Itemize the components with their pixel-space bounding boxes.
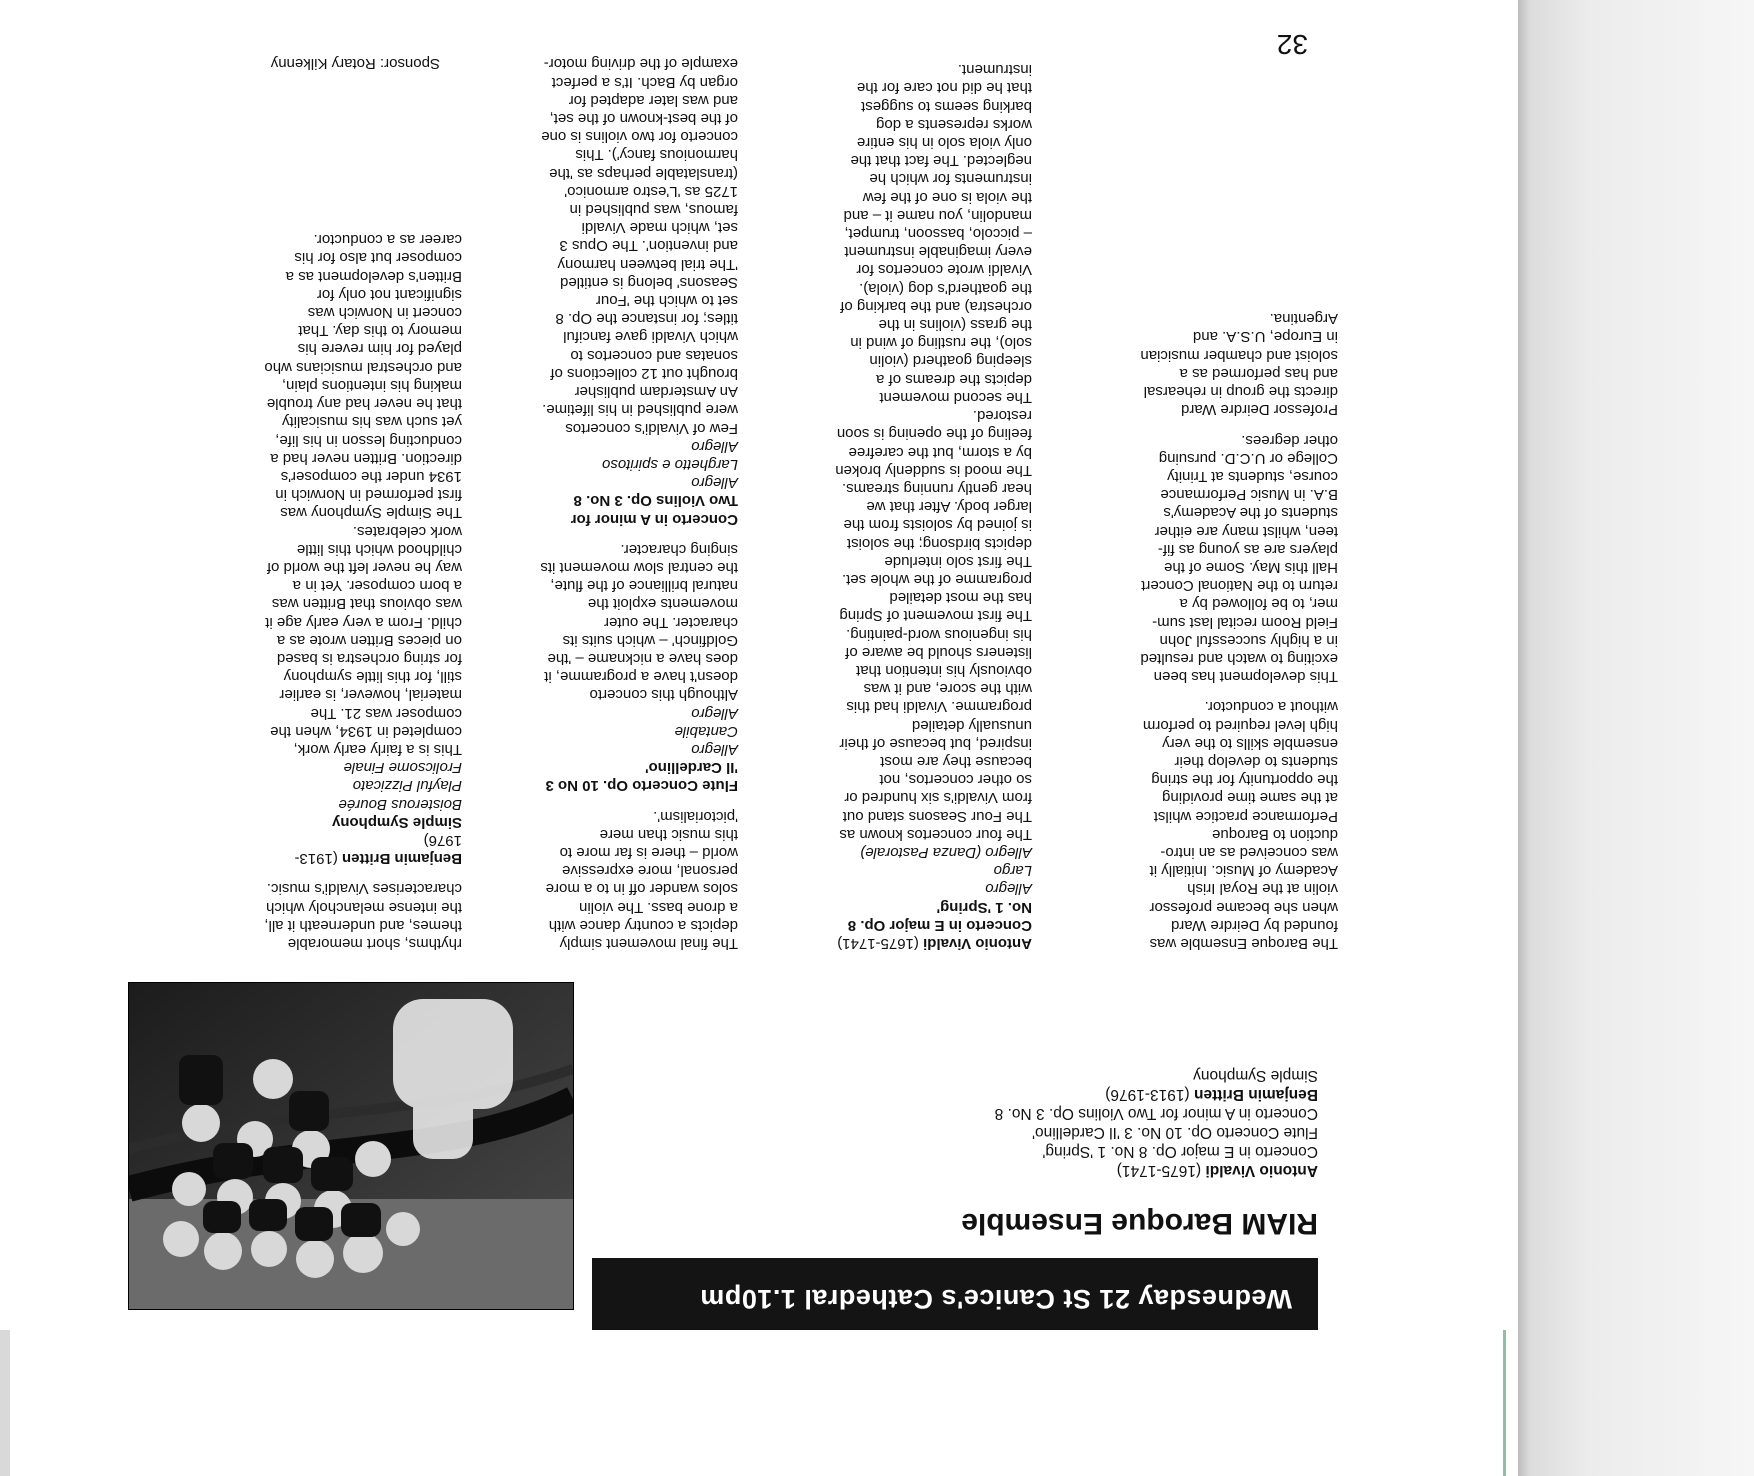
text-line: is joined by soloists from the (843, 516, 1032, 534)
text-line: 1725 as 'L'estro armonico' (564, 182, 738, 200)
scanner-shadow (1518, 0, 1754, 1476)
text-line (1140, 685, 1338, 697)
work-heading: Two Violins Op. 3 No. 8 (573, 492, 738, 510)
text-line: and orchestral musicians who (264, 358, 462, 376)
text-line: obviously his intention that (856, 661, 1032, 679)
composer-dates: 1976) (423, 831, 462, 849)
text-line: 'pictorialism'. (653, 807, 738, 825)
movement: Largo (993, 862, 1032, 880)
text-line: themes, and underneath it all, (264, 916, 462, 934)
text-line: This development has been (1153, 668, 1338, 686)
text-line: and has performed as a (1179, 364, 1338, 382)
text-line: does have a nickname – 'the (547, 649, 738, 667)
text-line: organ by Bach. It's a perfect (551, 73, 738, 91)
text-line: characterises Vivaldi's music. (266, 880, 462, 898)
text-line: restored. (972, 407, 1032, 425)
text-line: This is a fairly early work, (293, 740, 462, 758)
text-line: sonatas and concertos to (570, 346, 738, 364)
text-line: the intense melancholy which (266, 898, 462, 916)
text-line: mer, to be followed by a (1179, 595, 1338, 613)
text-line: in Europe, U.S.A. and (1192, 328, 1338, 346)
text-line: work celebrates. (352, 522, 462, 540)
text-line: of the best-known of the set, (549, 110, 738, 128)
text-line: concert in Norwich was (307, 304, 462, 322)
text-line: The Baroque Ensemble was (1149, 935, 1338, 952)
text-line: players are as young as fif- (1157, 540, 1338, 558)
text-line: The final movement simply (559, 935, 738, 952)
work-heading: No. 1 'Spring' (936, 898, 1032, 916)
text-line: teen, whilst many are either (1154, 522, 1338, 540)
movement: Frolicsome Finale (343, 759, 462, 777)
text-line: the goatherd's dog (viola). (859, 279, 1032, 297)
text-line: listeners should be aware of (845, 643, 1032, 661)
movement: Allegro (985, 880, 1032, 898)
text-line: hear gently running streams. (841, 479, 1032, 497)
ensemble-photo-image (129, 983, 573, 1309)
text-line: College or U.C.D. pursuing (1158, 449, 1338, 467)
text-line: duction to Baroque (1212, 825, 1338, 843)
text-line: Hall this May. Some of the (1164, 558, 1338, 576)
text-line: only viola solo in his entire (856, 134, 1032, 152)
text-line: his ingenious word-painting. (846, 625, 1032, 643)
ensemble-photo (128, 982, 574, 1310)
text-line: making his intentions plain, (281, 376, 462, 394)
two-violins-notes (540, 54, 738, 436)
text-line: first performed in Norwich in (275, 486, 462, 504)
programme-item: Flute Concerto Op. 10 No. 3 'Il Cardellino' (1032, 1124, 1318, 1141)
text-line: course, students at Trinity (1167, 467, 1338, 485)
text-line: unusually detailed (911, 716, 1032, 734)
text-line: 'The trial between harmony (557, 255, 738, 273)
text-line: that he did not care for the (856, 79, 1032, 97)
text-line: The first solo interlude (884, 552, 1032, 570)
text-line: without a conductor. (1204, 698, 1338, 716)
work-heading: 'Il Cardellino' (645, 759, 738, 777)
text-line: solos wander off in to a more (545, 880, 738, 898)
text-line: a born composer. Yet in a (292, 577, 462, 595)
text-line: Britten's development as a (285, 267, 462, 285)
text-line: high level required to perform (1142, 716, 1338, 734)
spring-notes-continued (540, 806, 738, 952)
text-line: by a storm, but the carefree (848, 443, 1032, 461)
programme-item: Concerto in E major Op. 8 No. 1 'Spring' (1042, 1143, 1318, 1160)
text-line: still, for this little symphony (283, 668, 462, 686)
text-line: students to develop their (1174, 752, 1338, 770)
text-line: rhythms, short memorable (287, 935, 462, 952)
text-line: world – there is far more to (559, 843, 738, 861)
text-line: Performance practice whilst (1153, 807, 1338, 825)
text-line: direction. Britten never had a (270, 449, 462, 467)
flute-notes (540, 540, 738, 704)
text-line: The mood is suddenly broken (835, 461, 1032, 479)
text-line: famous, was published in (569, 201, 738, 219)
text-line: were published in his lifetime. (542, 401, 738, 419)
text-column-ensemble (1140, 309, 1338, 952)
text-line: way he never left the world of (266, 558, 462, 576)
text-line: soloist and chamber musician (1140, 346, 1338, 364)
text-line: Seasons' belong is entitled (560, 273, 738, 291)
text-line: Few of Vivaldi's concertos (565, 419, 738, 437)
text-line: and was later adapted for (568, 91, 738, 109)
text-line: ensemble skills to the very (1162, 734, 1338, 752)
text-line: was conceived as an intro- (1160, 843, 1338, 861)
text-line: The first movement of Spring (839, 607, 1032, 625)
britten-notes (264, 230, 462, 758)
text-line: this music than mere (599, 825, 738, 843)
movement: Playful Pizzicato (352, 777, 462, 795)
text-line: An Amsterdam publisher (574, 383, 738, 401)
text-line: founded by Deirdre Ward (1170, 916, 1338, 934)
text-line: return to the National Concert (1141, 577, 1338, 595)
sponsor-credit: Sponsor: Rotary Kilkenny (270, 55, 440, 72)
text-line: Although this concerto (589, 686, 738, 704)
composer-heading: Benjamin Britten (1913- (294, 850, 462, 868)
programme-composer-vivaldi: Antonio Vivaldi (1675-1741) (1116, 1162, 1318, 1179)
programme-item: Concerto in A minor for Two Violins Op. 3 No. 8 (994, 1105, 1318, 1122)
movement: Cantabile (674, 722, 738, 740)
text-line: the grass (violins in the (878, 316, 1032, 334)
text-line: Professor Deirdre Ward (1181, 401, 1338, 419)
text-line: which Vivaldi gave fanciful (563, 328, 738, 346)
ensemble-title: RIAM Baroque Ensemble (961, 1207, 1318, 1240)
text-line: character. The outer (604, 613, 738, 631)
text-line: (translatable perhaps as 'the (549, 164, 738, 182)
text-line: so other concertos, not (879, 771, 1032, 789)
text-line: Field Room recital last sum- (1152, 613, 1338, 631)
text-line: a drone bass. The violin (579, 898, 738, 916)
text-line: other degrees. (1241, 431, 1338, 449)
text-line: solo), the rustling of wind in (850, 334, 1032, 352)
text-line: 1934 under the composer's (280, 467, 462, 485)
text-line: natural brilliance of the flute, (550, 577, 738, 595)
text-line: was obvious that Britten was (271, 595, 462, 613)
text-line: brought out 12 collections of (550, 364, 738, 382)
text-line: childhood which this little (296, 540, 462, 558)
text-line: instruments for which he (869, 170, 1032, 188)
text-line: example of the driving motor- (543, 55, 738, 73)
text-line: The Four Seasons stand out (842, 807, 1032, 825)
text-line: significant not only for (316, 285, 462, 303)
text-line: career as a conductor. (313, 231, 462, 249)
movement: Allegro (691, 474, 738, 492)
text-column-vivaldi-concertos (540, 54, 738, 952)
text-line: because they are most (880, 752, 1032, 770)
text-line: that he never had any trouble (266, 395, 462, 413)
text-line: B.A. in Music Performance (1160, 486, 1338, 504)
text-line: every imaginable instrument (844, 243, 1032, 261)
movement: Allegro (691, 437, 738, 455)
text-line: directs the group in rehearsal (1143, 383, 1338, 401)
work-heading: Simple Symphony (331, 813, 462, 831)
text-line: composer but also for his (294, 249, 462, 267)
text-line: the viola is one of the few (862, 188, 1032, 206)
programme-item: Simple Symphony (1193, 1067, 1318, 1084)
text-line: barking seems to suggest (861, 97, 1032, 115)
text-line: from Vivaldi's six hundred or (844, 789, 1032, 807)
text-line: with the score, and it was (863, 680, 1032, 698)
movement: Larghetto e spiritoso (602, 455, 738, 473)
text-line: and invention'. The Opus 3 (559, 237, 738, 255)
text-line: child. From a very early age it (265, 613, 462, 631)
movement: Allegro (Danza Pastorale) (860, 843, 1032, 861)
text-line: material, however, is earlier (279, 686, 462, 704)
text-line: programme. Vivaldi had this (846, 698, 1032, 716)
text-line: yet such was his musicality (281, 413, 462, 431)
text-line: concerto for two violins is one (541, 128, 738, 146)
text-line (1140, 418, 1338, 430)
text-line: in a highly successful John (1159, 631, 1338, 649)
text-line: violin at the Royal Irish (1187, 880, 1338, 898)
text-line: The Simple Symphony was (280, 504, 462, 522)
text-line: inspired, but because of their (839, 734, 1032, 752)
work-heading: Flute Concerto Op. 10 No 3 (545, 777, 738, 795)
text-line: The four concertos known as (839, 825, 1032, 843)
text-line: harmonious fancy'). This (575, 146, 738, 164)
movement: Allegro (691, 704, 738, 722)
text-line: memory to this day. That (298, 322, 462, 340)
text-line: set to which the 'Four (595, 292, 738, 310)
text-line: depicts the dreams of a (876, 370, 1032, 388)
text-line: Academy of Music. Initially it (1149, 862, 1338, 880)
text-line: personal, more expressive (562, 862, 738, 880)
text-column-britten (264, 230, 462, 952)
spring-notes (835, 60, 1032, 843)
text-line: the central slow movement its (540, 558, 738, 576)
text-line: larger body. After that we (866, 498, 1032, 516)
work-heading: Concerto in A minor for (570, 510, 738, 528)
text-column-spring (835, 60, 1032, 952)
text-line: when she became professor (1149, 898, 1338, 916)
text-line: the opportunity for the string (1151, 771, 1338, 789)
text-line: completed in 1934, when the (270, 722, 462, 740)
text-line: depicts birdsong; the soloist (846, 534, 1032, 552)
text-line: neglected. The fact that the (850, 152, 1032, 170)
text-line: orchestra) and the barking of (840, 297, 1032, 315)
event-banner (592, 1258, 1318, 1330)
text-line: Goldfinch' – which suits its (562, 631, 738, 649)
event-banner-text: Wednesday 21 St Canice's Cathedral 1.10pm (699, 1284, 1292, 1314)
text-line: programme of the whole set. (841, 570, 1032, 588)
text-line: at the same time providing (1162, 789, 1338, 807)
text-line: Argentina. (1269, 310, 1338, 328)
text-line: singing character. (620, 540, 738, 558)
two-violins-notes-continued (264, 879, 462, 952)
text-line: set, which made Vivaldi (581, 219, 738, 237)
text-line: exciting to watch and resulted (1140, 649, 1338, 667)
text-line: composer was 21. The (310, 704, 462, 722)
text-line: movements exploit the (587, 595, 738, 613)
movement: Allegro (691, 740, 738, 758)
text-line: instrument. (957, 61, 1032, 79)
text-line: works represents a dog (876, 115, 1032, 133)
text-line: depicts a country dance with (548, 916, 738, 934)
text-line: The second movement (879, 388, 1032, 406)
composer-heading: Antonio Vivaldi (1675-1741) (837, 935, 1032, 952)
movement: Boisterous Bourée (338, 795, 462, 813)
text-line: Vivaldi wrote concertos for (856, 261, 1032, 279)
text-line: feeling of the opening is soon (836, 425, 1032, 443)
text-line: has the most detailed (889, 589, 1032, 607)
text-line: titles; for instance the Op. 8 (555, 310, 738, 328)
programme-composer-britten: Benjamin Britten (1913-1976) (1105, 1086, 1318, 1103)
text-line: doesn't have a programme, it (544, 668, 738, 686)
text-line: mandolin, you name it – and (843, 206, 1032, 224)
text-line: for string orchestra is based (276, 649, 462, 667)
text-line: students of the Academy's (1163, 504, 1338, 522)
text-line: played for him revere his (297, 340, 462, 358)
text-line: on pieces Britten wrote as a (276, 631, 462, 649)
work-heading: Concerto in E major Op. 8 (847, 916, 1032, 934)
text-line: conducting lesson in his life, (275, 431, 462, 449)
text-line: – piccolo, bassoon, trumpet, (844, 225, 1032, 243)
page-number: 32 (1276, 29, 1308, 60)
programme-list (995, 1066, 1318, 1180)
text-line: sleeping goatherd (violin (869, 352, 1032, 370)
